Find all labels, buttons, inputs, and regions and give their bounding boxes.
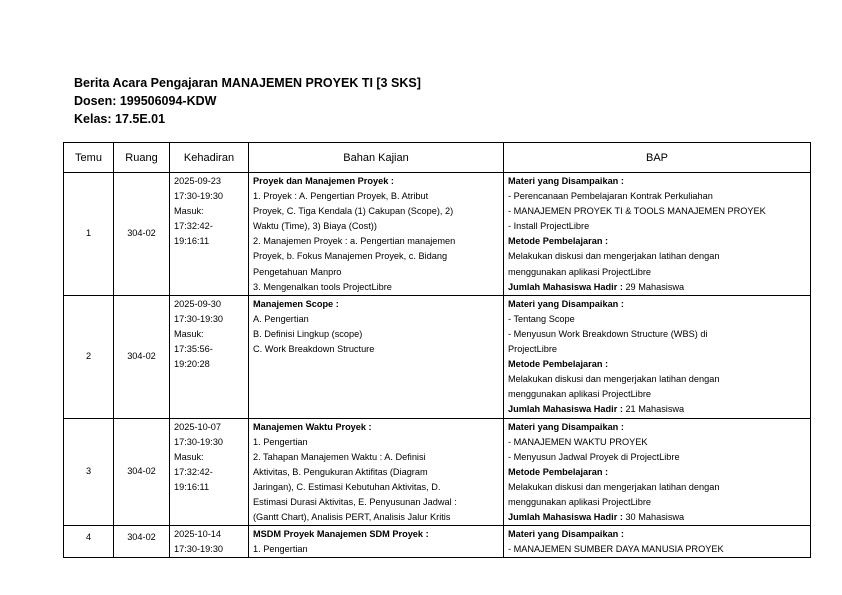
materi-label: Materi yang Disampaikan :: [508, 176, 624, 186]
metode-label: Metode Pembelajaran :: [508, 359, 609, 370]
bahan-kajian-cell: [249, 526, 504, 558]
kehadiran-line: Masuk:: [174, 206, 204, 217]
bahan-kajian-line: Proyek, b. Fokus Manajemen Proyek, c. Bidang: [253, 251, 448, 262]
kehadiran-line: 19:16:11: [174, 236, 210, 247]
bahan-kajian-line: C. Work Breakdown Structure: [253, 344, 375, 355]
table-row: [64, 526, 811, 558]
column-header-temu: Temu: [64, 143, 114, 173]
materi-line: - Perencanaan Pembelajaran Kontrak Perkuliahan: [508, 191, 713, 202]
kehadiran-cell: [170, 526, 249, 558]
attendance-value: 21 Mahasiswa: [622, 404, 685, 415]
kehadiran-line: 17:30-19:30: [174, 436, 224, 447]
kehadiran-line: Masuk:: [174, 451, 204, 462]
kehadiran-line: 2025-09-30: [174, 298, 221, 309]
kehadiran-line: Masuk:: [174, 328, 204, 339]
kehadiran-line: 17:32:42-: [174, 466, 213, 477]
bahan-kajian-cell: [249, 295, 504, 418]
kehadiran-cell: [170, 418, 249, 526]
table-row: [64, 173, 811, 296]
materi-line: - Menyusun Work Breakdown Structure (WBS) di: [508, 328, 708, 339]
metode-label: Metode Pembelajaran :: [508, 466, 609, 477]
kehadiran-line: 17:30-19:30: [174, 544, 224, 555]
temu-cell: 1: [64, 173, 114, 296]
kehadiran-line: 17:30-19:30: [174, 191, 224, 202]
temu-cell: 3: [64, 418, 114, 526]
column-header-kehadiran: Kehadiran: [170, 143, 249, 173]
attendance-value: 29 Mahasiswa: [622, 281, 685, 292]
bap-table: [63, 142, 811, 558]
materi-label: Materi yang Disampaikan :: [508, 298, 624, 309]
table-row: [64, 295, 811, 418]
bahan-kajian-cell: [249, 418, 504, 526]
ruang-cell: 304-02: [114, 295, 170, 418]
bap-cell: [504, 173, 811, 296]
attendance-line: [508, 510, 806, 525]
bahan-kajian-line: Jaringan), C. Estimasi Kebutuhan Aktivitas, D.: [253, 481, 441, 492]
bap-cell: [504, 418, 811, 526]
metode-label: Metode Pembelajaran :: [508, 236, 609, 247]
kehadiran-line: 2025-09-23: [174, 176, 221, 186]
table-row: [64, 418, 811, 526]
bahan-kajian-title: Manajemen Waktu Proyek :: [253, 421, 372, 432]
materi-label: Materi yang Disampaikan :: [508, 529, 624, 540]
ruang-cell: 304-02: [114, 173, 170, 296]
kehadiran-cell: [170, 295, 249, 418]
bahan-kajian-title: Proyek dan Manajemen Proyek :: [253, 176, 394, 186]
kehadiran-cell: [170, 173, 249, 296]
bahan-kajian-line: Estimasi Durasi Aktivitas, E. Penyusunan Jadwal :: [253, 496, 457, 507]
bahan-kajian-line: Pengetahuan Manpro: [253, 266, 342, 277]
document-title: Berita Acara Pengajaran MANAJEMEN PROYEK TI [3 SKS]: [74, 76, 421, 90]
materi-line: - Install ProjectLibre: [508, 221, 590, 232]
attendance-value: 30 Mahasiswa: [622, 512, 685, 523]
ruang-cell: 304-02: [114, 418, 170, 526]
attendance-line: [508, 402, 806, 417]
temu-cell: 4: [64, 526, 114, 558]
class-line: Kelas: 17.5E.01: [74, 112, 166, 126]
bahan-kajian-cell: [249, 173, 504, 296]
kehadiran-line: 17:35:56-: [174, 344, 213, 355]
attendance-label: Jumlah Mahasiswa Hadir :: [508, 281, 623, 292]
metode-line: Melakukan diskusi dan mengerjakan latihan dengan: [508, 374, 720, 385]
bahan-kajian-line: 1. Proyek : A. Pengertian Proyek, B. Atribut: [253, 191, 429, 202]
attendance-label: Jumlah Mahasiswa Hadir :: [508, 512, 623, 523]
lecturer-line: Dosen: 199506094-KDW: [74, 94, 217, 108]
attendance-label: Jumlah Mahasiswa Hadir :: [508, 404, 623, 415]
bahan-kajian-line: B. Definisi Lingkup (scope): [253, 328, 363, 339]
bahan-kajian-line: Waktu (Time), 3) Biaya (Cost)): [253, 221, 377, 232]
bahan-kajian-line: 3. Mengenalkan tools ProjectLibre: [253, 281, 392, 292]
bahan-kajian-line: 1. Pengertian: [253, 436, 308, 447]
metode-line: Melakukan diskusi dan mengerjakan latihan dengan: [508, 251, 720, 262]
attendance-line: [508, 280, 806, 295]
materi-line: ProjectLibre: [508, 344, 558, 355]
temu-cell: 2: [64, 295, 114, 418]
ruang-cell: 304-02: [114, 526, 170, 558]
bahan-kajian-line: (Gantt Chart), Analisis PERT, Analisis Jalur Kritis: [253, 512, 451, 523]
column-header-bap: BAP: [504, 143, 811, 173]
bahan-kajian-title: Manajemen Scope :: [253, 298, 339, 309]
kehadiran-line: 17:32:42-: [174, 221, 213, 232]
metode-line: Melakukan diskusi dan mengerjakan latihan dengan: [508, 481, 720, 492]
kehadiran-line: 2025-10-14: [174, 529, 221, 540]
materi-line: - MANAJEMEN PROYEK TI & TOOLS MANAJEMEN PROYEK: [508, 206, 766, 217]
kehadiran-line: 2025-10-07: [174, 421, 221, 432]
bahan-kajian-line: 2. Manajemen Proyek : a. Pengertian manajemen: [253, 236, 456, 247]
metode-line: menggunakan aplikasi ProjectLibre: [508, 389, 652, 400]
materi-line: - MANAJEMEN SUMBER DAYA MANUSIA PROYEK: [508, 544, 724, 555]
materi-label: Materi yang Disampaikan :: [508, 421, 624, 432]
kehadiran-line: 19:16:11: [174, 481, 210, 492]
materi-line: - Menyusun Jadwal Proyek di ProjectLibre: [508, 451, 680, 462]
document-header: [74, 74, 421, 128]
bahan-kajian-line: 2. Tahapan Manajemen Waktu : A. Definisi: [253, 451, 426, 462]
table-header-row: [64, 143, 811, 173]
bap-cell: [504, 295, 811, 418]
metode-line: menggunakan aplikasi ProjectLibre: [508, 266, 652, 277]
bahan-kajian-line: Proyek, C. Tiga Kendala (1) Cakupan (Scope), 2): [253, 206, 454, 217]
bahan-kajian-title: MSDM Proyek Manajemen SDM Proyek :: [253, 529, 429, 540]
column-header-bahan-kajian: Bahan Kajian: [249, 143, 504, 173]
bahan-kajian-line: Aktivitas, B. Pengukuran Aktifitas (Diagram: [253, 466, 428, 477]
bahan-kajian-line: 1. Pengertian: [253, 544, 308, 555]
bap-cell: [504, 526, 811, 558]
bahan-kajian-line: A. Pengertian: [253, 313, 309, 324]
column-header-ruang: Ruang: [114, 143, 170, 173]
kehadiran-line: 17:30-19:30: [174, 313, 224, 324]
materi-line: - MANAJEMEN WAKTU PROYEK: [508, 436, 648, 447]
materi-line: - Tentang Scope: [508, 313, 575, 324]
metode-line: menggunakan aplikasi ProjectLibre: [508, 496, 652, 507]
kehadiran-line: 19:20:28: [174, 359, 210, 370]
